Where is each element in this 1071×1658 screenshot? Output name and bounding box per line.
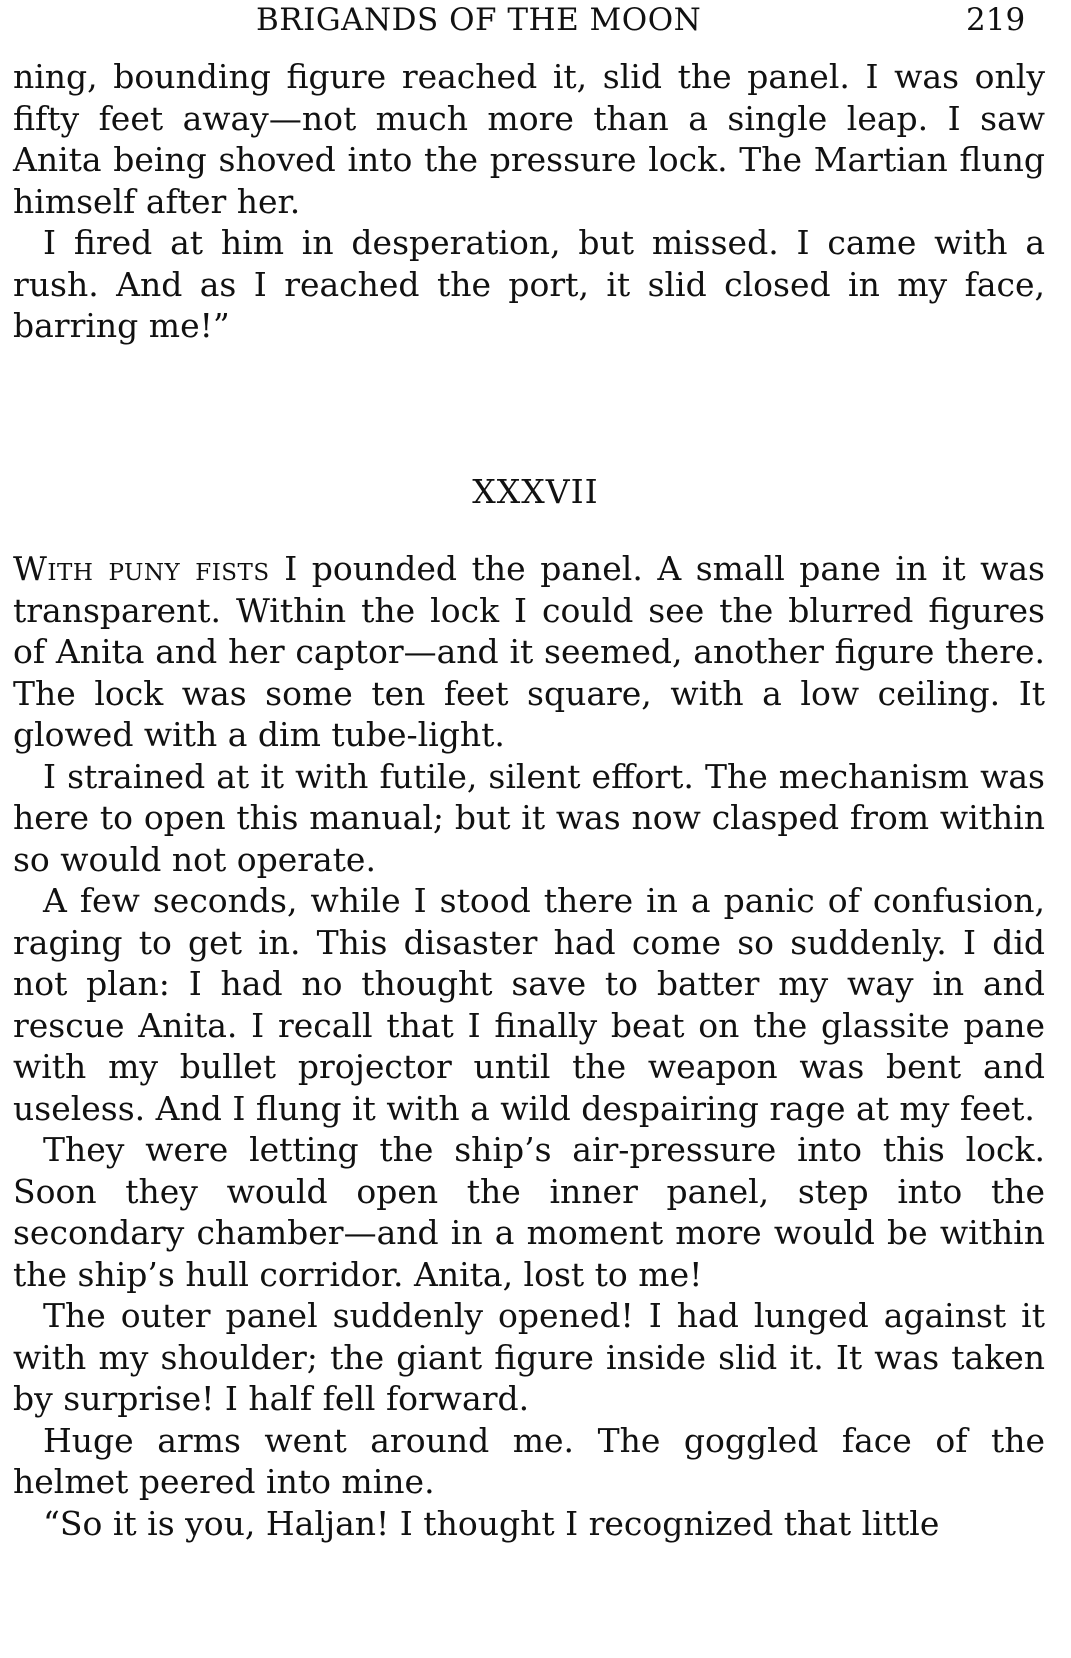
running-head — [0, 2, 1071, 46]
chapter-opening-rest: I pounded the panel. A small pane in it was transparent. Within the lock I could see the blurred figures of Anita and her captor—and it seemed, another figure there. The lock was some ten feet square, with a low ceiling. It glowed with a dim tube-light. — [13, 549, 1045, 754]
page-number: 219 — [966, 2, 1026, 38]
paragraph: Huge arms went around me. The goggled face of the helmet peered into mine. — [13, 1420, 1045, 1501]
paragraph: They were letting the ship’s air-pressure into this lock. Soon they would open the inner panel, step into the secondary chamber—and in a moment more would be within the ship’s hull corridor. Anita, lost to me! — [13, 1130, 1045, 1294]
chapter-heading: XXXVII — [472, 472, 599, 511]
paragraph: ning, bounding figure reached it, slid the panel. I was only fifty feet away—not much more than a single leap. I saw Anita being shoved into the pressure lock. The Martian flung himself after her. — [13, 57, 1045, 221]
paragraph: I strained at it with futile, silent effort. The mechanism was here to open this manual; but it was now clasped from within so would not operate. — [13, 756, 1045, 879]
paragraph: I fired at him in desperation, but missed. I came with a rush. And as I reached the port, it slid closed in my face, barring me!” — [13, 223, 1045, 345]
continuation-text — [13, 56, 1045, 347]
paragraph: “So it is you, Haljan! I thought I recognized that little — [43, 1503, 940, 1543]
chapter-text — [13, 548, 1045, 1544]
paragraph: A few seconds, while I stood there in a panic of confusion, raging to get in. This disaster had come so suddenly. I did not plan: I had no thought save to batter my way in and rescue Anita. I recall that I finally beat on the glassite pane with my bullet projector until the weapon was bent and useless. And I flung it with a wild despairing rage at my feet. — [13, 881, 1045, 1128]
chapter-opening-words: With puny fists — [13, 549, 270, 588]
chapter-opening-paragraph — [13, 548, 1045, 756]
running-title: BRIGANDS OF THE MOON — [256, 2, 702, 38]
paragraph: The outer panel suddenly opened! I had lunged against it with my shoulder; the giant figure inside slid it. It was taken by surprise! I half fell forward. — [13, 1296, 1045, 1418]
